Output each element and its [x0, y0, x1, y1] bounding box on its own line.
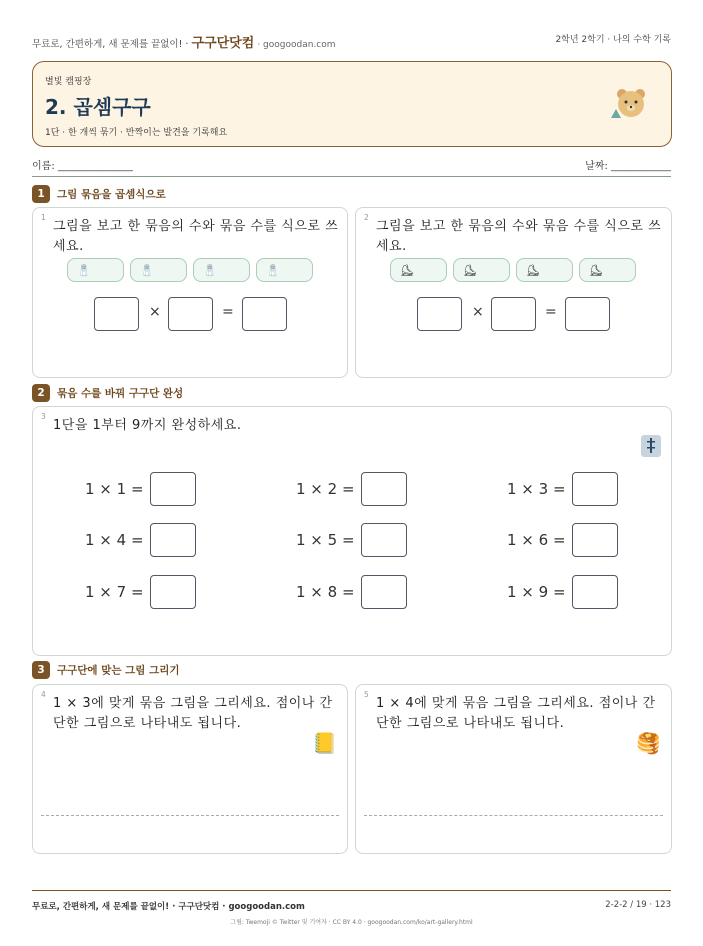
- question-number: 5: [364, 690, 369, 699]
- date-field[interactable]: 날짜: ____________: [585, 161, 671, 172]
- answer-box[interactable]: [572, 523, 618, 557]
- picture-group: [130, 258, 187, 282]
- header-tagline: 무료로, 간편하게, 새 문제를 끝없이! ·: [32, 39, 189, 50]
- page-header: [32, 30, 671, 50]
- drawing-guide-line: [41, 815, 339, 816]
- section-title: 묶음 수를 바꿔 구구단 완성: [57, 387, 184, 400]
- answer-box[interactable]: [150, 472, 196, 506]
- section-number: 2: [32, 384, 50, 402]
- question-card-5: [355, 684, 672, 854]
- name-date-line: [32, 157, 671, 177]
- skate-icon: ⛸: [589, 264, 603, 277]
- section-number: 3: [32, 661, 50, 679]
- answer-box[interactable]: [491, 297, 536, 331]
- answer-box[interactable]: [565, 297, 610, 331]
- answer-box[interactable]: [572, 472, 618, 506]
- times-sign: ×: [149, 304, 161, 320]
- image-credit: 그림: Twemoji © Twitter 및 기여자 · CC BY 4.0 · googoodan.com/ko/art-gallery.html: [230, 919, 473, 926]
- skate-icon: ⛸: [463, 264, 477, 277]
- picture-group: [193, 258, 250, 282]
- section-number: 1: [32, 185, 50, 203]
- answer-box[interactable]: [572, 575, 618, 609]
- section-2-heading: [32, 384, 183, 402]
- brand-name: 구구단닷컴: [191, 36, 255, 51]
- notebook-icon: 📒: [312, 731, 337, 755]
- drawing-guide-line: [364, 815, 663, 816]
- mult-row-4: 1 × 4 =: [85, 531, 144, 549]
- banner-tag: 별빛 캠핑장: [45, 77, 92, 87]
- mult-row-5: 1 × 5 =: [296, 531, 355, 549]
- question-text: 1 × 4에 맞게 묶음 그림을 그리세요. 점이나 간단한 그림으로 나타내도 됩니다.: [376, 696, 656, 731]
- name-field[interactable]: 이름: _______________: [32, 161, 133, 172]
- section-3-heading: [32, 661, 180, 679]
- question-card-1: [32, 207, 348, 378]
- salt-icon: 🧂: [203, 264, 217, 277]
- header-left: [32, 32, 336, 51]
- question-card-4: [32, 684, 348, 854]
- question-number: 1: [41, 213, 46, 222]
- answer-box[interactable]: [150, 575, 196, 609]
- skate-icon: ⛸: [400, 264, 414, 277]
- title-banner: [32, 61, 672, 147]
- banner-subtitle: 1단 · 한 개씩 묶기 · 반짝이는 발견을 기록해요: [45, 128, 228, 138]
- answer-box[interactable]: [361, 575, 407, 609]
- page-number: 2-2-2 / 19 · 123: [605, 900, 671, 910]
- header-right: 2학년 2학기 · 나의 수학 기록: [555, 35, 671, 45]
- salt-icon: 🧂: [266, 264, 280, 277]
- equals-sign: =: [545, 304, 557, 320]
- picture-group: [579, 258, 636, 282]
- question-text: 그림을 보고 한 묶음의 수와 묶음 수를 식으로 쓰세요.: [53, 219, 339, 254]
- answer-box[interactable]: [168, 297, 213, 331]
- question-number: 4: [41, 690, 46, 699]
- question-number: 3: [41, 412, 46, 421]
- mult-row-8: 1 × 8 =: [296, 583, 355, 601]
- equals-sign: =: [222, 304, 234, 320]
- question-text: 1 × 3에 맞게 묶음 그림을 그리세요. 점이나 간단한 그림으로 나타내도 됩니다.: [53, 696, 333, 731]
- mult-row-7: 1 × 7 =: [85, 583, 144, 601]
- question-card-2: [355, 207, 672, 378]
- bear-icon: [609, 88, 649, 120]
- answer-box[interactable]: [361, 472, 407, 506]
- answer-box[interactable]: [242, 297, 287, 331]
- answer-box[interactable]: [417, 297, 462, 331]
- footer-left: 무료로, 간편하게, 새 문제를 끝없이! · 구구단닷컴 · googoodan.com: [32, 902, 305, 912]
- salt-icon: 🧂: [140, 264, 154, 277]
- salt-icon: 🧂: [77, 264, 91, 277]
- question-text: 1단을 1부터 9까지 완성하세요.: [53, 418, 242, 433]
- picture-group: [67, 258, 124, 282]
- picture-group: [453, 258, 510, 282]
- thermometer-icon: [641, 435, 661, 457]
- page-title: 2. 곱셈구구: [45, 95, 151, 119]
- section-title: 구구단에 맞는 그림 그리기: [57, 664, 180, 677]
- skate-icon: ⛸: [526, 264, 540, 277]
- pancake-icon: 🥞: [636, 731, 661, 755]
- question-card-3: [32, 406, 672, 656]
- section-1-heading: [32, 185, 166, 203]
- section-title: 그림 묶음을 곱셈식으로: [57, 188, 166, 201]
- picture-group: [256, 258, 313, 282]
- question-number: 2: [364, 213, 369, 222]
- mult-row-2: 1 × 2 =: [296, 480, 355, 498]
- site-url: · googoodan.com: [257, 40, 336, 50]
- mult-row-9: 1 × 9 =: [507, 583, 566, 601]
- question-text: 그림을 보고 한 묶음의 수와 묶음 수를 식으로 쓰세요.: [376, 219, 662, 254]
- answer-box[interactable]: [361, 523, 407, 557]
- answer-box[interactable]: [94, 297, 139, 331]
- picture-group: [390, 258, 447, 282]
- mult-row-3: 1 × 3 =: [507, 480, 566, 498]
- picture-group: [516, 258, 573, 282]
- answer-box[interactable]: [150, 523, 196, 557]
- mult-row-1: 1 × 1 =: [85, 480, 144, 498]
- mult-row-6: 1 × 6 =: [507, 531, 566, 549]
- times-sign: ×: [472, 304, 484, 320]
